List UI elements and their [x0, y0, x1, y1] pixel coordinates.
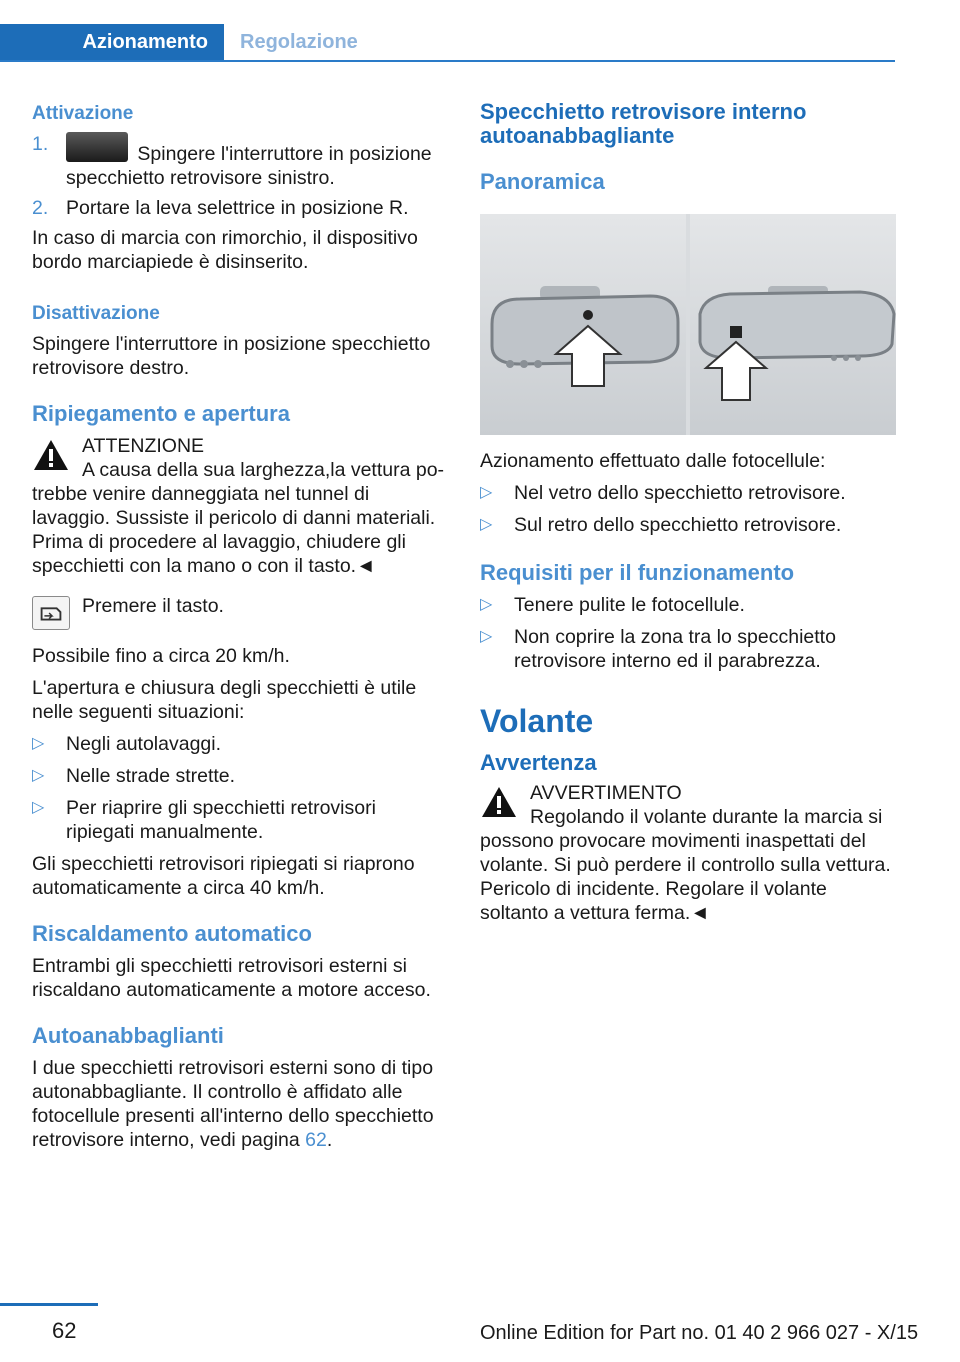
list-item: [32, 796, 448, 844]
warning-head: AVVERTIMENTO: [530, 782, 682, 804]
fold-intro: L'apertura e chiusura degli specchietti è utile nelle seguenti situazioni:: [32, 677, 417, 723]
chapter-header: [0, 24, 895, 62]
list-item-text: Non coprire la zona tra lo specchietto retrovisore interno ed il parabrezza.: [514, 626, 836, 672]
list-item-text: Nel vetro dello specchietto retrovisore.: [514, 482, 846, 504]
riscaldamento-title: Riscaldamento automatico: [32, 921, 312, 946]
footer-rule: [0, 1303, 98, 1306]
warning-first-line: Regolando il volante durante la marcia si: [530, 806, 883, 828]
riscaldamento-text: Entrambi gli specchietti retrovisori esterni si riscaldano automaticamente a motore acceso.: [32, 955, 431, 1001]
bullet-triangle-icon: ▷: [32, 767, 45, 784]
mirror-fold-button-icon: [32, 596, 70, 630]
left-column: [32, 100, 448, 1160]
step-1-num: 1.: [32, 133, 49, 155]
list-item: [32, 732, 448, 756]
tab-regolazione[interactable]: Regolazione: [240, 31, 358, 53]
mirror-photo: [480, 214, 896, 435]
list-item-text: Nelle strade strette.: [66, 765, 236, 787]
right-column: [480, 100, 896, 925]
list-item: [480, 481, 896, 505]
fold-button-text: Premere il tasto.: [82, 595, 224, 617]
list-item: [32, 764, 448, 788]
list-item: [480, 625, 896, 673]
warning-volante: [480, 781, 896, 925]
list-item-text: Negli autolavaggi.: [66, 733, 222, 755]
step-2: [32, 196, 448, 220]
list-item-text: Per riaprire gli specchietti retrovisori ripiegati manualmente.: [66, 797, 376, 843]
disattivazione-text: Spingere l'interruttore in posizione specchietto retrovisore destro.: [32, 333, 431, 379]
mirror-switch-icon: [66, 132, 128, 162]
warning-triangle-icon: [32, 438, 70, 472]
panoramica-title: Panoramica: [480, 169, 605, 194]
autoanabbaglianti-title: Autoanabbaglianti: [32, 1023, 224, 1048]
tab-azionamento[interactable]: Azionamento: [0, 24, 224, 60]
list-item: [480, 593, 896, 617]
step-1: [32, 132, 448, 190]
bullet-triangle-icon: ▷: [480, 484, 493, 501]
page-link[interactable]: 62: [305, 1129, 327, 1151]
sentence-end: .: [326, 1129, 333, 1151]
header-rule: [0, 60, 895, 62]
specchietto-title: Specchietto retrovisore interno autoanabbagliante: [480, 99, 807, 148]
autoanabbaglianti-text: I due specchietti retrovisori esterni sono di tipo autonabbagliante. Il controllo è affidato alle fotocellule presenti all'interno dello specchietto retrovisore interno, vedi pagina: [32, 1057, 434, 1151]
bullet-triangle-icon: ▷: [480, 596, 493, 613]
step-2-text: Portare la leva selettrice in posizione R.: [66, 197, 409, 219]
warning-triangle-icon: [480, 785, 518, 819]
ripiegamento-title: Ripiegamento e apertura: [32, 401, 290, 426]
step-2-num: 2.: [32, 197, 49, 219]
bullet-triangle-icon: ▷: [32, 799, 45, 816]
bullet-triangle-icon: ▷: [480, 516, 493, 533]
avvertenza-title: Avvertenza: [480, 750, 597, 775]
page-number: 62: [52, 1318, 77, 1343]
mirror-back-image: [690, 214, 896, 435]
list-item-text: Sul retro dello specchietto retrovisore.: [514, 514, 842, 536]
attivazione-title: Attivazione: [32, 103, 134, 124]
requisiti-title: Requisiti per il funzionamento: [480, 560, 795, 585]
mirror-front-image: [480, 214, 686, 435]
list-item-text: Tenere pulite le fotocellule.: [514, 594, 745, 616]
autoanabbaglianti-paragraph: [32, 1056, 448, 1152]
warning-head: ATTENZIONE: [82, 435, 205, 457]
attivazione-note: In caso di marcia con rimorchio, il dispositivo bordo marciapiede è disinserito.: [32, 227, 418, 273]
fold-speed: Possibile fino a circa 20 km/h.: [32, 645, 290, 667]
step-1-text: Spingere l'interruttore in posizione specchietto retrovisore sinistro.: [66, 143, 432, 189]
list-item: [480, 513, 896, 537]
warning-first-line: A causa della sua larghezza,la vettura po-: [82, 459, 445, 481]
online-edition: Online Edition for Part no. 01 40 2 966 027 - X/15: [480, 1322, 919, 1344]
warning-ripiegamento: [32, 434, 448, 578]
bullet-triangle-icon: ▷: [480, 628, 493, 645]
bullet-triangle-icon: ▷: [32, 735, 45, 752]
warning-body: trebbe venire danneggiata nel tunnel di lavaggio. Sussiste il pericolo di danni materiali. Prima di procedere al lavaggio, chiudere gli specchietti con la mano o con il tasto.◄: [32, 483, 436, 577]
disattivazione-title: Disattivazione: [32, 303, 160, 324]
warning-body: possono provocare movimenti inaspettati del volante. Si può perdere il controllo sulla vettura. Pericolo di incidente. Regolare il volante soltanto a vettura ferma.◄: [480, 830, 891, 924]
volante-title: Volante: [480, 703, 594, 739]
photo-caption: Azionamento effettuato dalle fotocellule:: [480, 450, 826, 472]
fold-button-row: [32, 594, 448, 632]
fold-outro: Gli specchietti retrovisori ripiegati si riaprono automaticamente a circa 40 km/h.: [32, 853, 415, 899]
